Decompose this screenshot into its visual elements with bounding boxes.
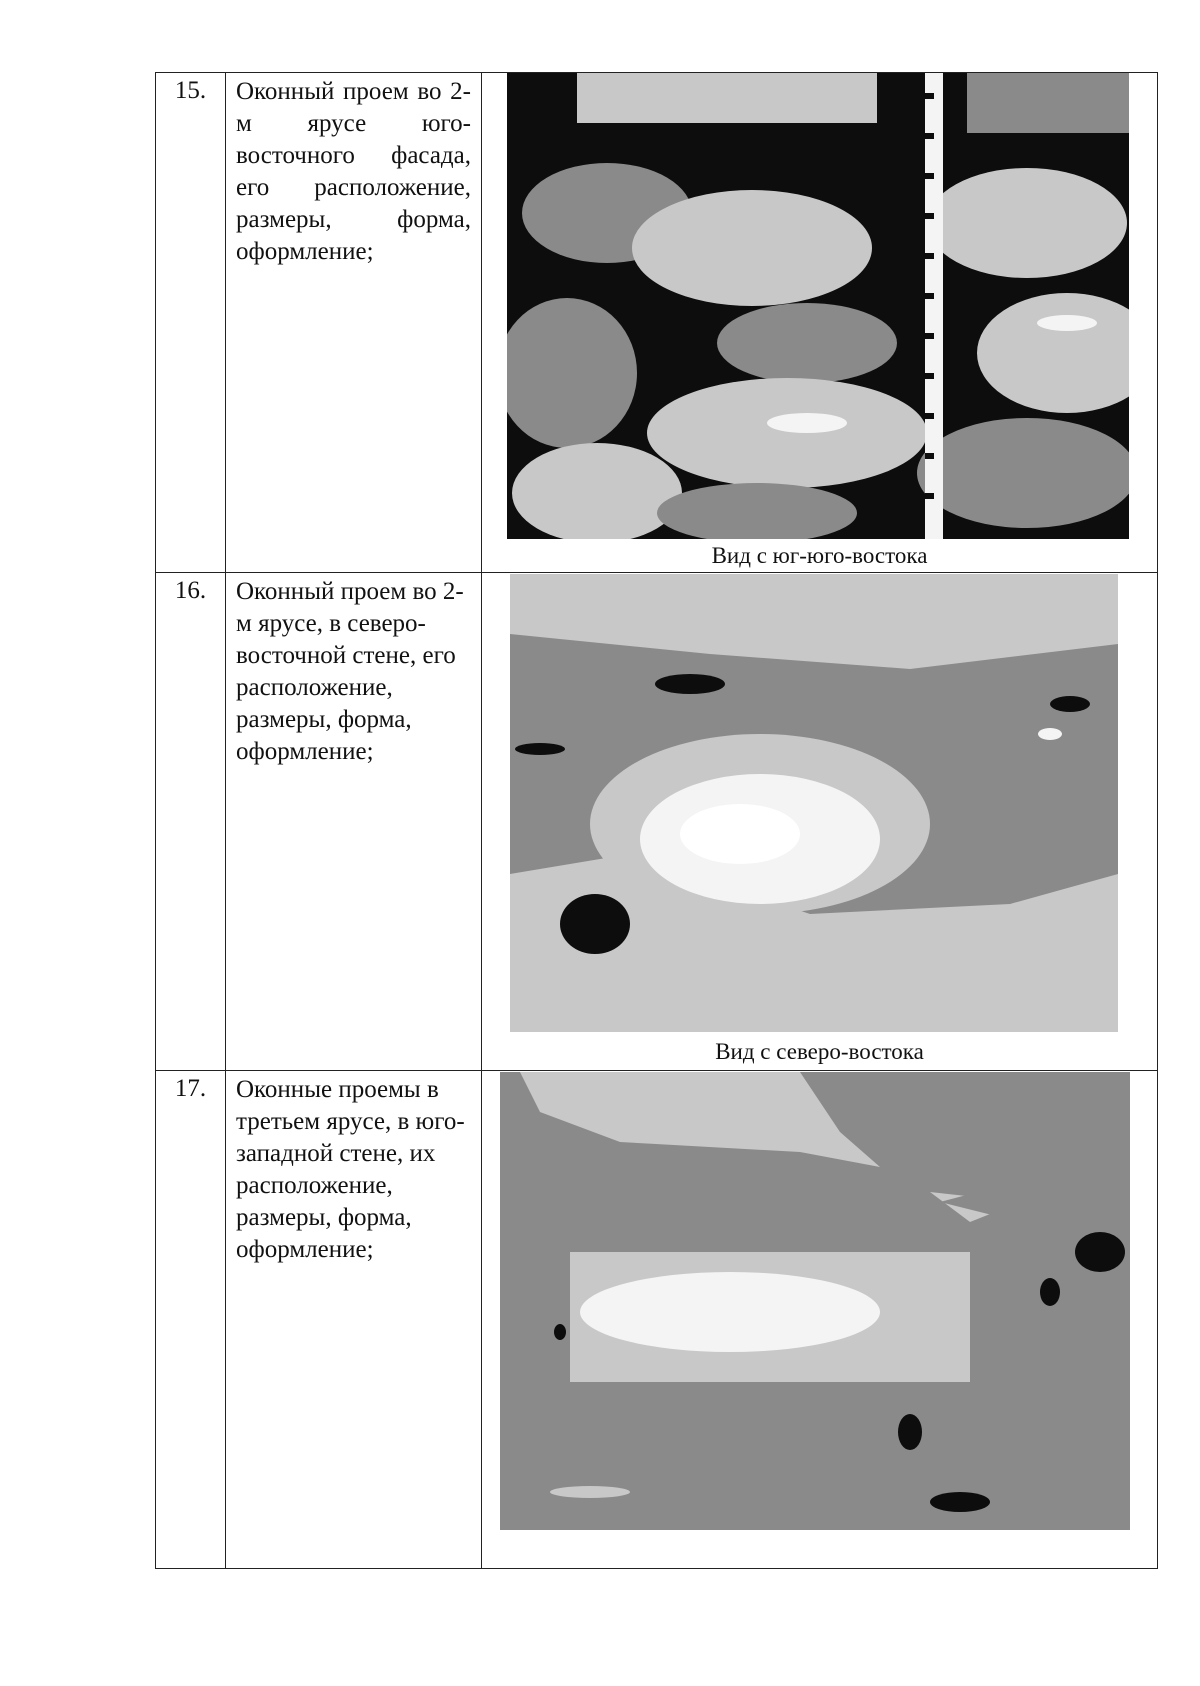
measuring-rod <box>925 73 943 539</box>
photo-caption: Вид с юг-юго-востока <box>711 543 928 568</box>
row-description: Оконные проемы в третьем ярусе, в юго-западной стене, их расположение, размеры, форма, оформление; <box>226 1071 482 1569</box>
stone-masonry-photo <box>507 73 1129 539</box>
table-row <box>156 73 1158 573</box>
photo-caption: Вид с северо-востока <box>715 1039 924 1064</box>
row-description: Оконный проем во 2-м ярусе, в северо-восточной стене, его расположение, размеры, форма, оформление; <box>226 573 482 1071</box>
row-number: 17. <box>156 1071 226 1569</box>
row-number: 16. <box>156 573 226 1071</box>
row-number: 15. <box>156 73 226 573</box>
inventory-table <box>155 72 1158 1569</box>
window-openings-photo <box>500 1072 1130 1530</box>
row-description: Оконный проем во 2-м ярусе юго-восточного фасада, его расположение, размеры, форма, оформление; <box>226 73 482 573</box>
photo-cell <box>482 1071 1158 1569</box>
photo-cell <box>482 573 1158 1071</box>
window-opening-photo <box>510 574 1118 1032</box>
table-row <box>156 573 1158 1071</box>
table-row <box>156 1071 1158 1569</box>
photo-cell <box>482 73 1158 573</box>
